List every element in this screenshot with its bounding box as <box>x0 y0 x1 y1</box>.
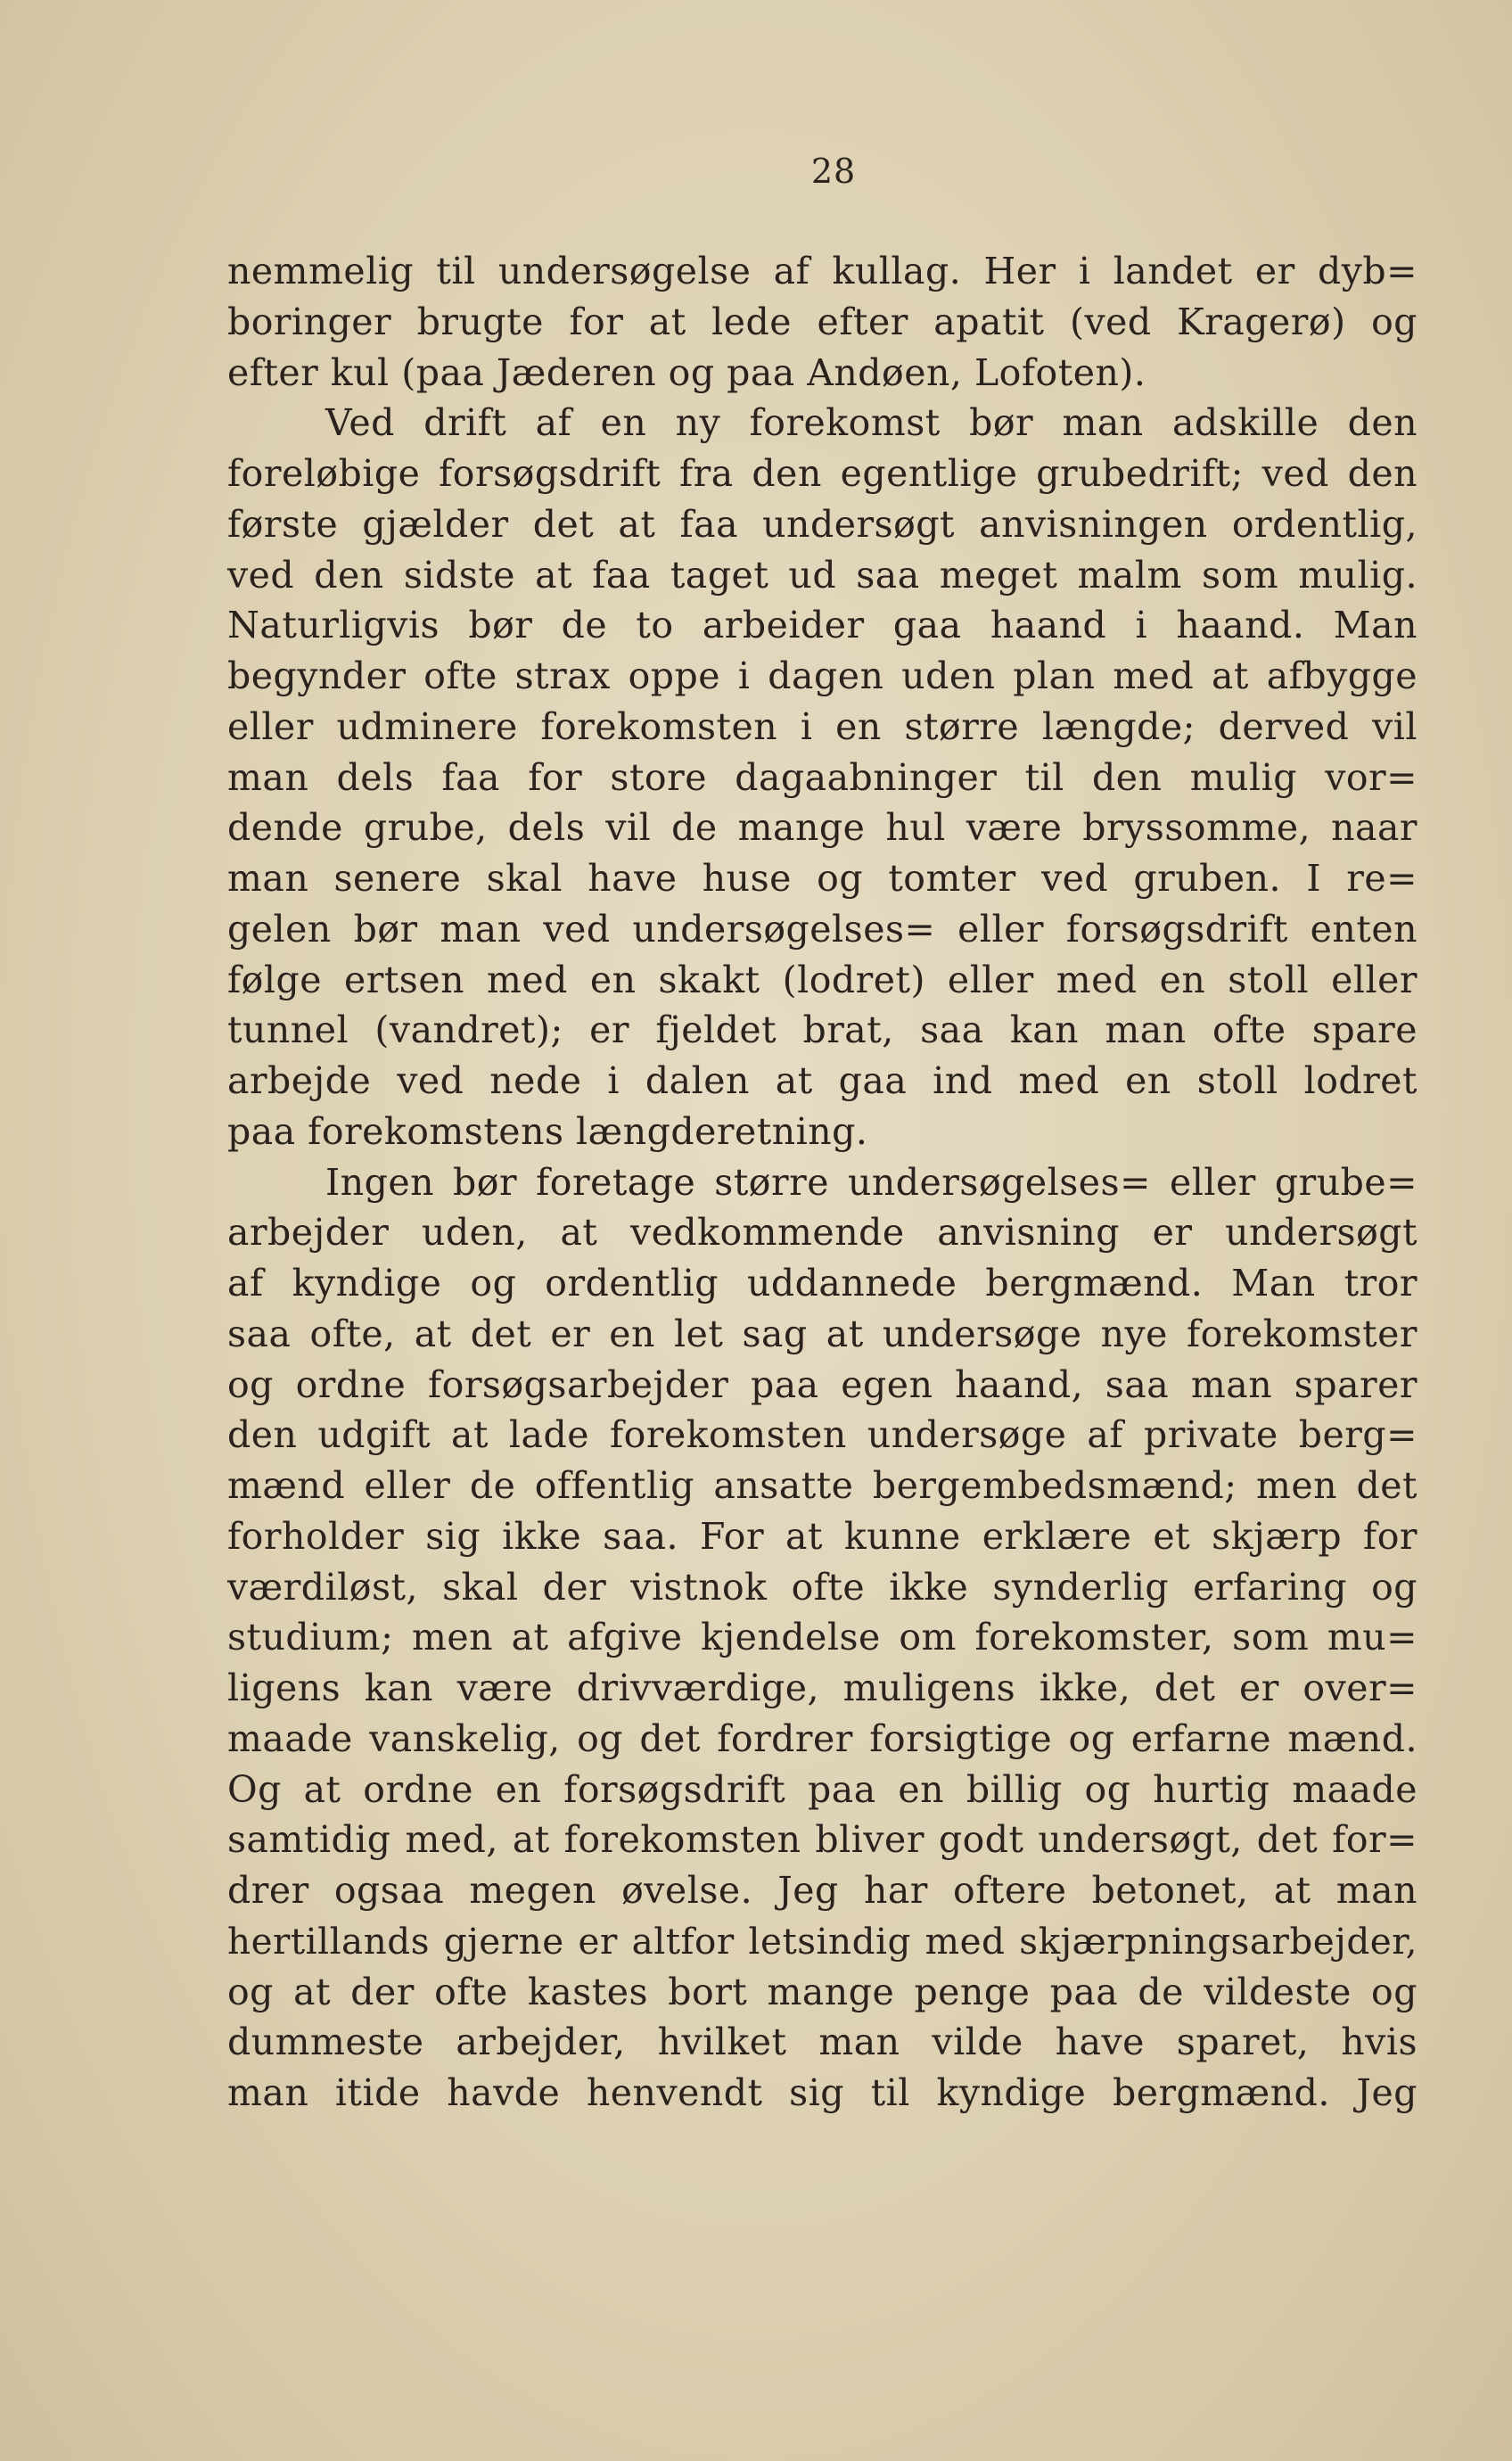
text-line: og ordne forsøgsarbejder paa egen haand, saa man sparer <box>227 1362 1418 1406</box>
text-line: ved den sidste at faa taget ud saa meget malm som mulig. <box>227 553 1418 597</box>
text-line: foreløbige forsøgsdrift fra den egentlige grubedrift; ved den <box>227 452 1418 495</box>
text-line: Naturligvis bør de to arbeider gaa haand i haand. Man <box>227 604 1418 647</box>
text-line: nemmelig til undersøgelse af kullag. Her i landet er dyb= <box>227 250 1418 292</box>
text-line: følge ertsen med en skakt (lodret) eller med en stoll eller <box>227 958 1418 1001</box>
text-line: tunnel (vandret); er fjeldet brat, saa kan man ofte spare <box>227 1008 1418 1052</box>
text-line: værdiløst, skal der vistnok ofte ikke synderlig erfaring og <box>227 1565 1418 1609</box>
text-line: ligens kan være drivværdige, muligens ikke, det er over= <box>227 1667 1418 1709</box>
text-line: saa ofte, at det er en let sag at undersøge nye forekomster <box>227 1312 1418 1355</box>
text-line: og at der ofte kastes bort mange penge paa de vildeste og <box>227 1970 1418 2013</box>
text-line: drer ogsaa megen øvelse. Jeg har oftere betonet, at man <box>227 1869 1418 1912</box>
text-line: man senere skal have huse og tomter ved gruben. I re= <box>227 857 1418 900</box>
text-line: Ingen bør foretage større undersøgelses= eller grube= <box>325 1160 1418 1204</box>
text-line: den udgift at lade forekomsten undersøge af private berg= <box>227 1413 1418 1457</box>
text-line: maade vanskelig, og det fordrer forsigtige og erfarne mænd. <box>227 1716 1418 1760</box>
page-number: 28 <box>810 152 857 191</box>
text-line: arbejde ved nede i dalen at gaa ind med en stoll lodret <box>227 1059 1418 1102</box>
text-line: af kyndige og ordentlig uddannede bergmænd. Man tror <box>227 1262 1418 1305</box>
text-line: studium; men at afgive kjendelse om forekomster, som mu= <box>227 1616 1418 1659</box>
text-line: Ved drift af en ny forekomst bør man adskille den <box>325 401 1418 445</box>
text-line: man itide havde henvendt sig til kyndige bergmænd. Jeg <box>227 2071 1418 2114</box>
text-line: hertillands gjerne er altfor letsindig med skjærpningsarbejder, <box>227 1919 1418 1963</box>
text-line: Og at ordne en forsøgsdrift paa en billig og hurtig maade <box>227 1767 1418 1811</box>
text-line: paa forekomstens længderetning. <box>227 1109 868 1153</box>
text-line: begynder ofte strax oppe i dagen uden plan med at afbygge <box>227 654 1418 697</box>
text-line: forholder sig ikke saa. For at kunne erklære et skjærp for <box>227 1514 1418 1558</box>
text-line: boringer brugte for at lede efter apatit (ved Kragerø) og <box>227 300 1418 343</box>
text-line: første gjælder det at faa undersøgt anvisningen ordentlig, <box>227 502 1418 546</box>
text-line: efter kul (paa Jæderen og paa Andøen, Lofoten). <box>227 350 1146 394</box>
text-line: eller udminere forekomsten i en større længde; derved vil <box>227 704 1418 748</box>
text-line: mænd eller de offentlig ansatte bergembedsmænd; men det <box>227 1464 1418 1507</box>
text-line: arbejder uden, at vedkommende anvisning er undersøgt <box>227 1211 1418 1255</box>
text-line: man dels faa for store dagaabninger til den mulig vor= <box>227 755 1418 799</box>
text-line: samtidig med, at forekomsten bliver godt undersøgt, det for= <box>227 1818 1418 1862</box>
text-line: dummeste arbejder, hvilket man vilde have sparet, hvis <box>227 2021 1418 2064</box>
text-line: gelen bør man ved undersøgelses= eller forsøgsdrift enten <box>227 907 1418 951</box>
body-text <box>227 246 1418 2119</box>
text-line: dende grube, dels vil de mange hul være bryssomme, naar <box>227 806 1418 850</box>
